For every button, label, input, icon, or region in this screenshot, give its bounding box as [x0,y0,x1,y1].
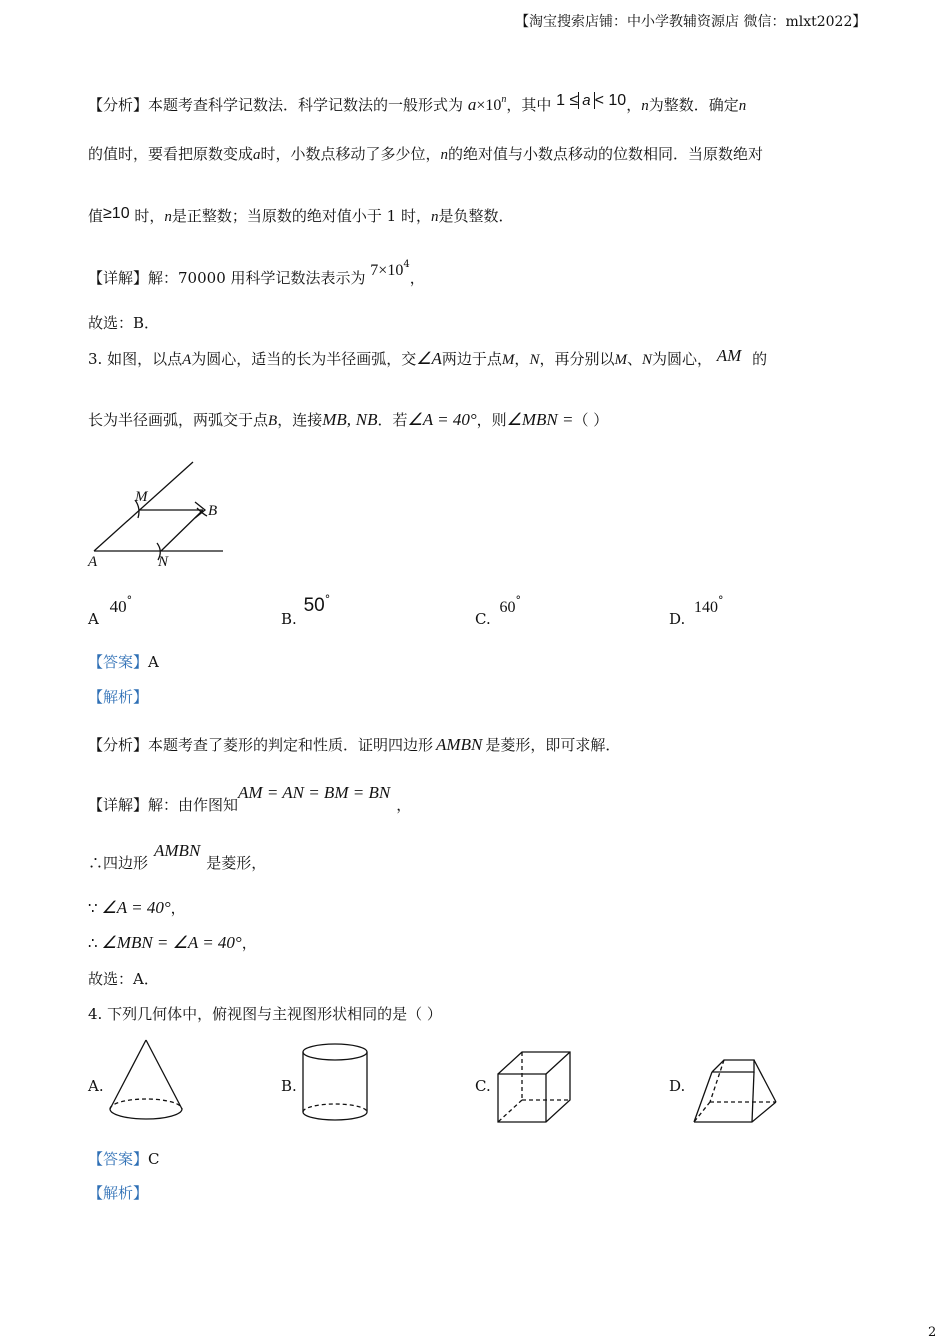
q2-detail: 【详解】解：70000 用科学记数法表示为 $7\times 10^4$， [88,259,425,287]
q3-option-b[interactable]: B. 50° [281,593,331,628]
q4-jiexi-label: 【解析】 [88,1184,149,1202]
q4-option-b-label[interactable]: B. [281,1077,297,1095]
q3-analysis: 【分析】本题考查了菱形的判定和性质．证明四边形 AMBN 是菱形，即可求解． [88,735,621,754]
q3-jiexi-label: 【解析】 [88,688,149,706]
q2-analysis-line-3: 值≥10 时，n是正整数；当原数的绝对值小于 1 时，n是负整数． [88,205,514,225]
q2-choice: 故选：B． [88,314,160,332]
q3-option-a[interactable]: A 40° [88,594,133,628]
q4-option-a-label[interactable]: A. [88,1077,104,1095]
q3-answer: 【答案】A [88,653,159,671]
q3-stem-line-2: 长为半径画弧，两弧交于点B，连接MB, NB．若∠A = 40°，则∠MBN =（ ） [88,410,609,429]
analysis-label: 【分析】 [88,96,149,114]
frustum-icon [690,1058,780,1124]
q4-answer: 【答案】C [88,1150,160,1168]
q3-step-2: ∵ ∠A = 40°， [88,898,186,917]
page-header: 【淘宝搜索店铺：中小学教辅资源店 微信：mlxt2022】 [515,14,867,30]
q3-option-c[interactable]: C. 60° [475,594,521,628]
q3-stem-line-1: 3. 如图，以点A为圆心，适当的长为半径画弧，交∠A两边于点M，N，再分别以M、N为圆心， AM 的 [88,346,768,368]
cube-icon [496,1050,572,1124]
fig-label-m: M [135,489,148,505]
q2-analysis-line-1: 【分析】本题考查科学记数法．科学记数法的一般形式为 $a\times 10^n$，其中 1 ≤ a < 10，n为整数．确定n [88,92,747,114]
fig-label-n: N [158,554,169,570]
fig-label-b: B [208,503,218,519]
q4-stem: 4. 下列几何体中，俯视图与主视图形状相同的是（ ） [88,1005,442,1023]
detail-label: 【详解】 [88,269,149,287]
answer-label: 【答案】 [88,1150,149,1168]
q2-analysis-line-2: 的值时，要看把原数变成a时，小数点移动了多少位，n的绝对值与小数点移动的位数相同．当原数绝对 [88,145,764,163]
fig-label-a: A [88,554,98,570]
q3-detail: 【详解】解：由作图知AM = AN = BM = BN， [88,783,412,814]
cone-icon [108,1038,184,1124]
ray-am [94,462,193,551]
page-number: 2 [928,1325,937,1340]
q3-step-1: ∴四边形AMBN是菱形， [88,841,267,872]
q4-option-d-label[interactable]: D. [669,1077,686,1095]
q3-option-d[interactable]: D. 140° [669,594,724,628]
q4-option-c-label[interactable]: C. [475,1077,491,1095]
answer-label: 【答案】 [88,653,149,671]
q3-step-3: ∴ ∠MBN = ∠A = 40°， [88,933,257,952]
q3-choice: 故选：A． [88,970,159,988]
cylinder-icon [301,1042,369,1124]
